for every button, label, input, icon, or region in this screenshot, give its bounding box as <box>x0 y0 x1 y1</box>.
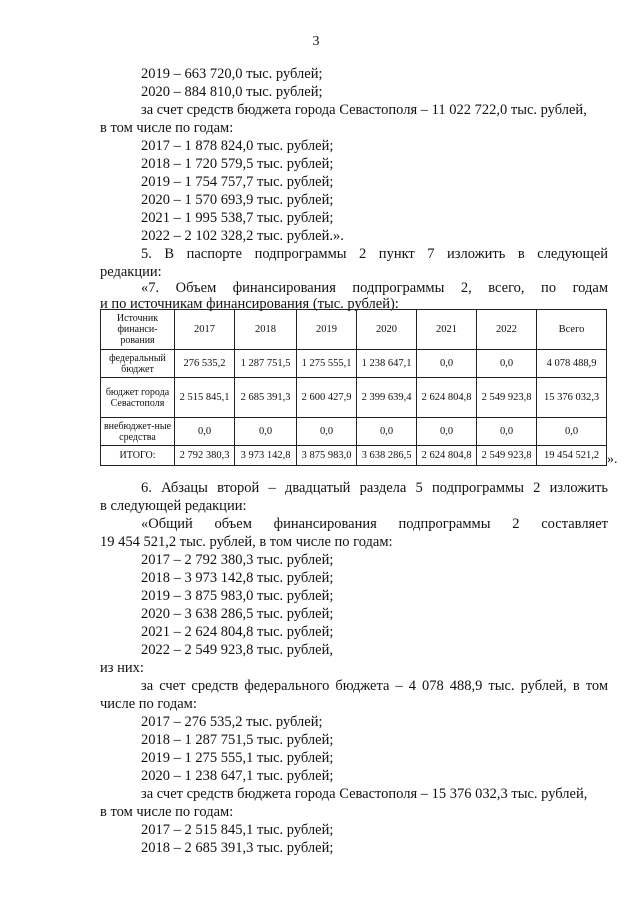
table-closing-quote: ». <box>607 452 618 467</box>
table-header-cell: 2017 <box>175 310 235 350</box>
table-cell: 2 515 845,1 <box>175 378 235 418</box>
year-line: 2017 – 2 515 845,1 тыс. рублей; <box>141 822 334 838</box>
table-cell: 1 238 647,1 <box>357 350 417 378</box>
table-header-cell: Всего <box>537 310 607 350</box>
table-cell: 3 875 983,0 <box>297 446 357 466</box>
table-cell: федеральный бюджет <box>101 350 175 378</box>
year-line: 2018 – 1 287 751,5 тыс. рублей; <box>141 732 334 748</box>
table-header-cell: 2019 <box>297 310 357 350</box>
year-line: 2021 – 2 624 804,8 тыс. рублей; <box>141 624 334 640</box>
year-line: 2017 – 276 535,2 тыс. рублей; <box>141 714 323 730</box>
table-header-cell: 2022 <box>477 310 537 350</box>
table-row <box>101 378 607 418</box>
text-line: в следующей редакции: <box>100 498 247 514</box>
year-line: 2018 – 3 973 142,8 тыс. рублей; <box>141 570 334 586</box>
table-cell: 4 078 488,9 <box>537 350 607 378</box>
table-cell: 0,0 <box>477 418 537 446</box>
text-line: числе по годам: <box>100 696 197 712</box>
table-cell: 0,0 <box>297 418 357 446</box>
table-cell: 2 624 804,8 <box>417 378 477 418</box>
table-cell: 0,0 <box>175 418 235 446</box>
year-line: 2017 – 1 878 824,0 тыс. рублей; <box>141 138 334 154</box>
table-header-cell: 2020 <box>357 310 417 350</box>
text-line: в том числе по годам: <box>100 120 234 136</box>
financing-table <box>100 309 607 466</box>
table-cell: 0,0 <box>417 350 477 378</box>
table-cell: 2 549 923,8 <box>477 378 537 418</box>
table-cell: 2 792 380,3 <box>175 446 235 466</box>
table-header-row <box>101 310 607 350</box>
year-line: 2017 – 2 792 380,3 тыс. рублей; <box>141 552 334 568</box>
year-line: 2022 – 2 549 923,8 тыс. рублей, <box>141 642 333 658</box>
table-cell: 0,0 <box>417 418 477 446</box>
table-cell: 19 454 521,2 <box>537 446 607 466</box>
year-line: 2019 – 1 754 757,7 тыс. рублей; <box>141 174 334 190</box>
table-cell: 0,0 <box>537 418 607 446</box>
year-line: 2020 – 1 238 647,1 тыс. рублей; <box>141 768 334 784</box>
table-row <box>101 350 607 378</box>
table-total-row <box>101 446 607 466</box>
table-cell: 2 685 391,3 <box>235 378 297 418</box>
paragraph-city-budget: за счет средств бюджета города Севастополя – 15 376 032,3 тыс. рублей, <box>141 786 588 802</box>
item-5-heading: 5. В паспорте подпрограммы 2 пункт 7 изложить в следующей <box>141 246 608 262</box>
table-cell: внебюджет-ные средства <box>101 418 175 446</box>
table-cell: 2 399 639,4 <box>357 378 417 418</box>
table-cell: 2 624 804,8 <box>417 446 477 466</box>
text-line: 19 454 521,2 тыс. рублей, в том числе по годам: <box>100 534 393 550</box>
text-line: 2019 – 663 720,0 тыс. рублей; <box>141 66 323 82</box>
table-cell: 0,0 <box>357 418 417 446</box>
year-line: 2022 – 2 102 328,2 тыс. рублей.». <box>141 228 344 244</box>
table-cell: 2 549 923,8 <box>477 446 537 466</box>
text-line: в том числе по годам: <box>100 804 234 820</box>
paragraph-federal-budget: за счет средств федерального бюджета – 4 078 488,9 тыс. рублей, в том <box>141 678 608 694</box>
table-header-cell: Источник финанси-рования <box>101 310 175 350</box>
item-6-heading: 6. Абзацы второй – двадцатый раздела 5 подпрограммы 2 изложить <box>141 480 608 496</box>
text-line: 2020 – 884 810,0 тыс. рублей; <box>141 84 323 100</box>
table-cell: 1 287 751,5 <box>235 350 297 378</box>
year-line: 2021 – 1 995 538,7 тыс. рублей; <box>141 210 334 226</box>
table-cell: 15 376 032,3 <box>537 378 607 418</box>
year-line: 2018 – 1 720 579,5 тыс. рублей; <box>141 156 334 172</box>
total-paragraph: «Общий объем финансирования подпрограммы 2 составляет <box>141 516 608 532</box>
year-line: 2019 – 3 875 983,0 тыс. рублей; <box>141 588 334 604</box>
item-7-heading: «7. Объем финансирования подпрограммы 2, всего, по годам <box>141 280 608 296</box>
table-cell: 0,0 <box>477 350 537 378</box>
page-number: 3 <box>312 34 320 49</box>
year-line: 2020 – 3 638 286,5 тыс. рублей; <box>141 606 334 622</box>
text-line: и по источникам финансирования (тыс. рублей): <box>100 296 399 312</box>
table-cell: 276 535,2 <box>175 350 235 378</box>
paragraph-city-budget: за счет средств бюджета города Севастополя – 11 022 722,0 тыс. рублей, <box>141 102 587 118</box>
year-line: 2019 – 1 275 555,1 тыс. рублей; <box>141 750 334 766</box>
table-cell: 3 973 142,8 <box>235 446 297 466</box>
table-cell: ИТОГО: <box>101 446 175 466</box>
table-row <box>101 418 607 446</box>
table-cell: 2 600 427,9 <box>297 378 357 418</box>
table-cell: бюджет города Севастополя <box>101 378 175 418</box>
year-line: 2020 – 1 570 693,9 тыс. рублей; <box>141 192 334 208</box>
table-cell: 0,0 <box>235 418 297 446</box>
table-cell: 3 638 286,5 <box>357 446 417 466</box>
table-cell: 1 275 555,1 <box>297 350 357 378</box>
text-line: редакции: <box>100 264 162 280</box>
table-header-cell: 2021 <box>417 310 477 350</box>
year-line: 2018 – 2 685 391,3 тыс. рублей; <box>141 840 334 856</box>
table-header-cell: 2018 <box>235 310 297 350</box>
text-line: из них: <box>100 660 144 676</box>
